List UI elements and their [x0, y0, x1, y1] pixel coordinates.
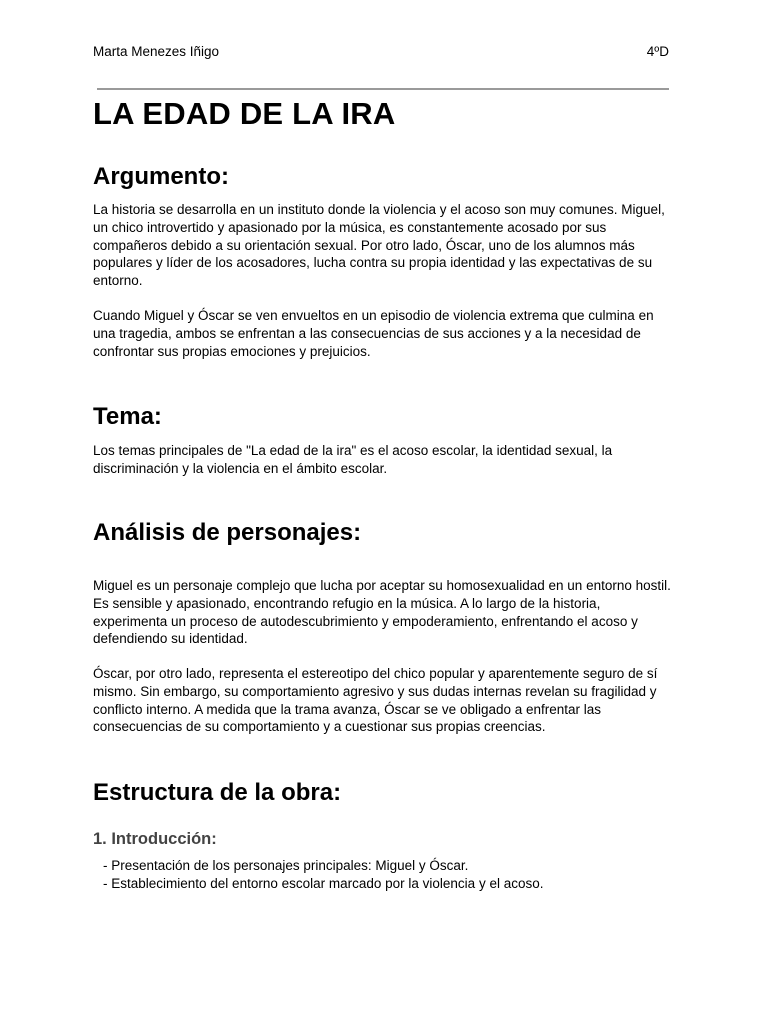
author-name: Marta Menezes Iñigo — [93, 44, 220, 59]
introduccion-list — [103, 857, 543, 893]
document-title: LA EDAD DE LA IRA — [93, 96, 396, 131]
paragraph-tema-1: Los temas principales de "La edad de la ira" es el acoso escolar, la identidad sexual, la discriminación y la violencia en el ámbito escolar. — [93, 443, 613, 476]
paragraph-argumento-1: La historia se desarrolla en un instituto donde la violencia y el acoso son muy comunes. Miguel, un chico introvertido y apasionado por la música, es constantemente acosado por sus compañeros debido a su orientación sexual. Por otro lado, Óscar, uno de los alumnos más populares y líder de los acosadores, lucha contra su propia identidad y las expectativas de su entorno. — [93, 202, 665, 289]
header-divider — [97, 88, 669, 90]
course-label: 4ºD — [646, 44, 669, 59]
list-item: - Establecimiento del entorno escolar marcado por la violencia y el acoso. — [103, 875, 544, 891]
subheading-introduccion: 1. Introducción: — [93, 830, 217, 848]
page-header — [93, 44, 669, 59]
heading-estructura: Estructura de la obra: — [93, 779, 342, 806]
list-item: - Presentación de los personajes principales: Miguel y Óscar. — [103, 858, 469, 873]
paragraph-argumento-2: Cuando Miguel y Óscar se ven envueltos en un episodio de violencia extrema que culmina en una tragedia, ambos se enfrentan a las consecuencias de sus acciones y a la necesidad de confrontar sus propias emociones y prejuicios. — [93, 308, 654, 359]
heading-tema: Tema: — [93, 403, 162, 430]
heading-personajes: Análisis de personajes: — [93, 519, 362, 546]
heading-argumento: Argumento: — [93, 163, 229, 190]
paragraph-personajes-2: Óscar, por otro lado, representa el estereotipo del chico popular y aparentemente seguro de sí mismo. Sin embargo, su comportamiento agresivo y sus dudas internas revelan su fragilidad y conflicto interno. A medida que la trama avanza, Óscar se ve obligado a enfrentar las consecuencias de su comportamiento y a cuestionar sus propias creencias. — [93, 666, 658, 735]
paragraph-personajes-1: Miguel es un personaje complejo que lucha por aceptar su homosexualidad en un entorno hostil. Es sensible y apasionado, encontrando refugio en la música. A lo largo de la historia, experimenta un proceso de autodescubrimiento y empoderamiento, enfrentando el acoso y defendiendo su identidad. — [93, 578, 671, 647]
